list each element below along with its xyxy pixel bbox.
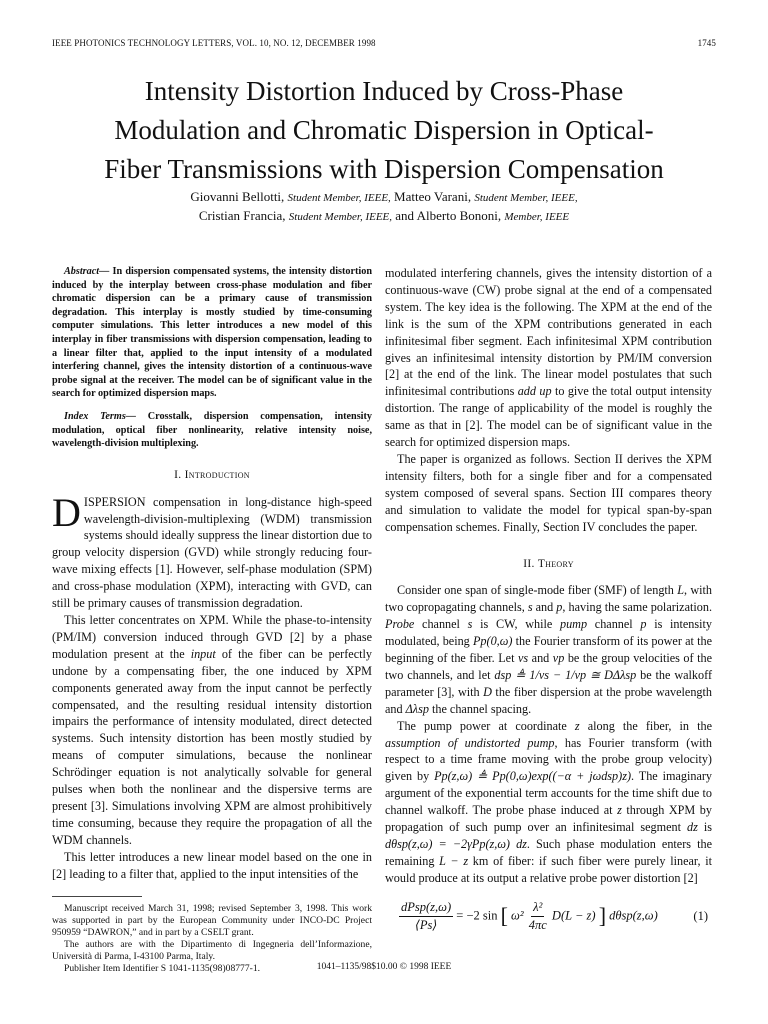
right-paragraph-1 [385, 265, 712, 451]
theory-text: channel [587, 617, 641, 632]
theory-text: channel [414, 617, 468, 632]
symbol-s: s [527, 600, 533, 615]
theory-text: and [528, 651, 553, 666]
symbol-dz: dz [687, 820, 698, 835]
section-heading-introduction [52, 467, 372, 484]
rhs-sin: = −2 sin [456, 908, 498, 922]
symbol-D: D [483, 684, 492, 699]
math-pump-transform: Pp(z,ω) ≜ Pp(0,ω)exp((−α + jωdsp)z) [434, 769, 632, 784]
theory-text: . The imaginary argument of the exponential term accounts for the time shift due to channel walkoff. The probe phase induced at [385, 769, 713, 818]
title-line-2: Modulation and Chromatic Dispersion in Optical- [114, 115, 654, 145]
theory-text: , with two copropagating channels, [385, 583, 713, 615]
author-1-affiliation: Student Member, IEEE, [287, 192, 391, 204]
italic-assumption: assumption of undistorted pump [385, 735, 555, 750]
intro-paragraph-3: This letter introduces a new linear model based on the one in [2] leading to a filter that, applied to the input intensities of the [52, 849, 372, 881]
author-2-affiliation: Student Member, IEEE, [474, 192, 578, 204]
lhs-numerator: dPsp(z,ω) [399, 899, 453, 917]
theory-text: is [697, 820, 712, 835]
theory-text: , having the same polarization. [562, 600, 712, 615]
author-2: Matteo Varani, [394, 189, 472, 204]
journal-header: IEEE PHOTONICS TECHNOLOGY LETTERS, VOL. 10, NO. 12, DECEMBER 1998 [52, 38, 376, 48]
equation-body [399, 899, 658, 934]
equation-lhs-fraction [399, 899, 453, 934]
index-terms-text: Crosstalk, dispersion compensation, intensity modulation, optical fiber nonlinearity, relative intensity noise, wavelength-division multiplexing. [52, 410, 372, 450]
index-terms [52, 410, 372, 451]
title-line-3: Fiber Transmissions with Dispersion Compensation [104, 154, 664, 184]
lhs-denominator: ⟨Ps⟩ [414, 917, 438, 932]
symbol-p: p [640, 617, 647, 632]
theory-text: be the walkoff parameter [3], with [385, 667, 713, 699]
rhs-phase-term: dθsp(z,ω) [609, 908, 658, 922]
theory-text: the channel spacing. [428, 701, 532, 716]
bracket-close: ] [598, 902, 607, 928]
author-1: Giovanni Bellotti, [190, 189, 285, 204]
theory-text: through XPM by propagation of such pump over an infinitesimal segment [385, 803, 712, 835]
rhs-dispersion-term: D(L − z) [551, 908, 596, 922]
math-remaining-length: L − z [439, 853, 469, 868]
drop-cap: D [52, 489, 81, 535]
equation-number: (1) [693, 908, 708, 923]
footnote-2: The authors are with the Dipartimento di Ingegneria dell’Informazione, Università di Parma, I-43100 Parma, Italy. [52, 939, 372, 963]
right-column [385, 265, 712, 934]
section-title: Introduction [184, 468, 250, 481]
rhs-lambda-numerator: λ² [531, 899, 544, 917]
theory-paragraph-2 [385, 718, 712, 887]
theory-paragraph-1 [385, 582, 712, 717]
theory-text: Consider one span of single-mode fiber (SMF) of length [397, 583, 678, 598]
author-3-affiliation: Student Member, IEEE, [288, 211, 393, 223]
right-text-1a: modulated interfering channels, gives the intensity distortion of a continuous-wave (CW) probe signal at the end of a compensated system. The key idea is the following. The XPM at the end of the link is the sum of the XPM contributions generated in each infinitesimal fiber segment. Each infinitesimal XPM contribution gives an infinitesimal intensity distortion by PM/IM conversion [2] at the end of the link. The linear model postulates that such infinitesimal contributions [385, 266, 712, 399]
theory-text: be the group velocities of the two channels, and let [385, 651, 712, 682]
author-4-affiliation: Member, IEEE [504, 211, 570, 223]
symbol-L: L [677, 583, 684, 598]
right-text-1b: to give the total output intensity distortion. The range of applicability of the model is roughly the same as that in [2]. The model can be of significant value in the search for optimized dispersion maps. [385, 384, 713, 450]
theory-text: . Such phase modulation enters the remaining [385, 837, 712, 868]
intro-italic-input: input [190, 646, 216, 661]
title-line-1: Intensity Distortion Induced by Cross-Phase [144, 76, 624, 106]
rhs-lambda-fraction [527, 899, 549, 934]
page-number: 1745 [697, 38, 716, 48]
author-3: Cristian Francia, [198, 208, 286, 223]
section-title: Theory [537, 557, 574, 570]
section-number: I. [174, 468, 185, 481]
author-list [40, 188, 728, 226]
intro-text-1: ISPERSION compensation in long-distance high-speed wavelength-division-multiplexing (WDM) transmission systems should ideally suppress the linear distortion due to group velocity dispersion (GVD) while strongly reducing four-wave mixing effects [1]. However, self-phase modulation (SPM) and cross-phase modulation (XPM), interacting with GVD, can still be primary causes of transmission degradation. [52, 494, 372, 611]
symbol-z: z [617, 803, 622, 818]
intro-text-2a: This letter concentrates on XPM. While the phase-to-intensity (PM/IM) conversion induced through GVD [2] by a phase modulation present at the [52, 612, 372, 661]
rhs-lambda-denominator: 4πc [528, 917, 547, 932]
math-pp-transform: Pp(0,ω) [472, 634, 513, 649]
author-and: and [395, 208, 415, 223]
section-number: II. [523, 557, 538, 570]
abstract-lead: Abstract— [64, 266, 110, 277]
abstract [52, 265, 372, 401]
symbol-delta-lambda: Δλsp [405, 701, 429, 716]
intro-text-2b: of the fiber can be perfectly undone by a compensating fiber, the one induced by XPM components generated away from the input cannot be perfectly compensated, and the resulting residual intensity distortion impairs the performance of intensity modulated, direct detected systems. Such intensity distortion has been mostly studied by means of computer simulations, because the nonlinear Schrödinger equation is not analytically solvable for general pulses when both the nonlinear and the dispersive terms are present [3]. Simulations involving XPM are almost prohibitively time consuming, because they require the propagation of all the WDM channels. [52, 646, 372, 847]
section-heading-theory [385, 556, 712, 573]
theory-text: the Fourier transform of its power at the beginning of the fiber. Let [385, 634, 712, 666]
bracket-open: [ [500, 902, 508, 928]
math-phase-increment: dθsp(z,ω) = −2γPp(z,ω) dz [385, 837, 527, 851]
footnote-1: Manuscript received March 31, 1998; revised September 3, 1998. This work was supported in part by the European Community under INCO-DC Project 950959 “DAWRON,” and in part by a CSELT grant. [52, 903, 372, 939]
intro-paragraph-1 [52, 489, 372, 612]
math-walkoff-definition: dsp ≜ 1/vs − 1/vp ≅ DΔλsp [494, 667, 637, 682]
symbol-s: s [467, 617, 473, 632]
theory-text: is intensity modulated, being [385, 617, 712, 649]
symbol-vp: vp [552, 651, 565, 666]
italic-pump: pump [559, 617, 588, 632]
theory-text: along the fiber, in the [579, 718, 712, 733]
rhs-omega-squared: ω² [511, 908, 524, 922]
right-italic-add-up: add up [517, 384, 552, 399]
footnote-3: Publisher Item Identifier S 1041-1135(98)08777-1. [64, 963, 261, 975]
footnote-rule [52, 896, 142, 897]
index-terms-lead: Index Terms— [64, 410, 136, 422]
theory-text: the fiber dispersion at the probe wavelength and [385, 684, 713, 716]
symbol-z: z [574, 718, 580, 733]
symbol-vs: vs [518, 651, 529, 666]
copyright-footer: 1041–1135/98$10.00 © 1998 IEEE [316, 962, 452, 972]
equation-1 [385, 899, 712, 934]
theory-text: The pump power at coordinate [397, 718, 575, 733]
running-head [52, 38, 716, 48]
paper-title [40, 72, 728, 189]
right-paragraph-2: The paper is organized as follows. Section II derives the XPM intensity filters, both for a single fiber and for a compensated system composed of several spans. Section III compares theory and simulation to validate the model for typical span-by-span compensation schemes. Finally, Section IV concludes the paper. [385, 451, 712, 534]
italic-probe: Probe [385, 617, 415, 632]
left-column [52, 265, 372, 975]
theory-text: is CW, while [472, 617, 560, 632]
author-4: Alberto Bononi, [416, 208, 502, 223]
intro-paragraph-2 [52, 612, 372, 849]
abstract-text: In dispersion compensated systems, the intensity distortion induced by the interplay between cross-phase modulation and fiber chromatic dispersion can be a primary cause of transmission degradation. This interplay is mostly studied by time-consuming computer simulations. This letter introduces a new model of this interplay in fiber transmissions with dispersion compensation, leading to a linear filter that, applied to the input intensity of a modulated interfering channel, gives the intensity distortion of a continuous-wave probe signal at the receiver. The model can be of significant value in the search for optimized dispersion maps. [52, 266, 372, 400]
symbol-p: p [556, 600, 563, 615]
theory-text: and [532, 600, 557, 615]
theory-text: km of fiber: if such fiber were purely linear, it would produce at its output a relative probe power distortion [2] [385, 853, 712, 885]
theory-text: , has Fourier transform (with respect to a time frame moving with the probe group velocity) given by [385, 735, 712, 784]
